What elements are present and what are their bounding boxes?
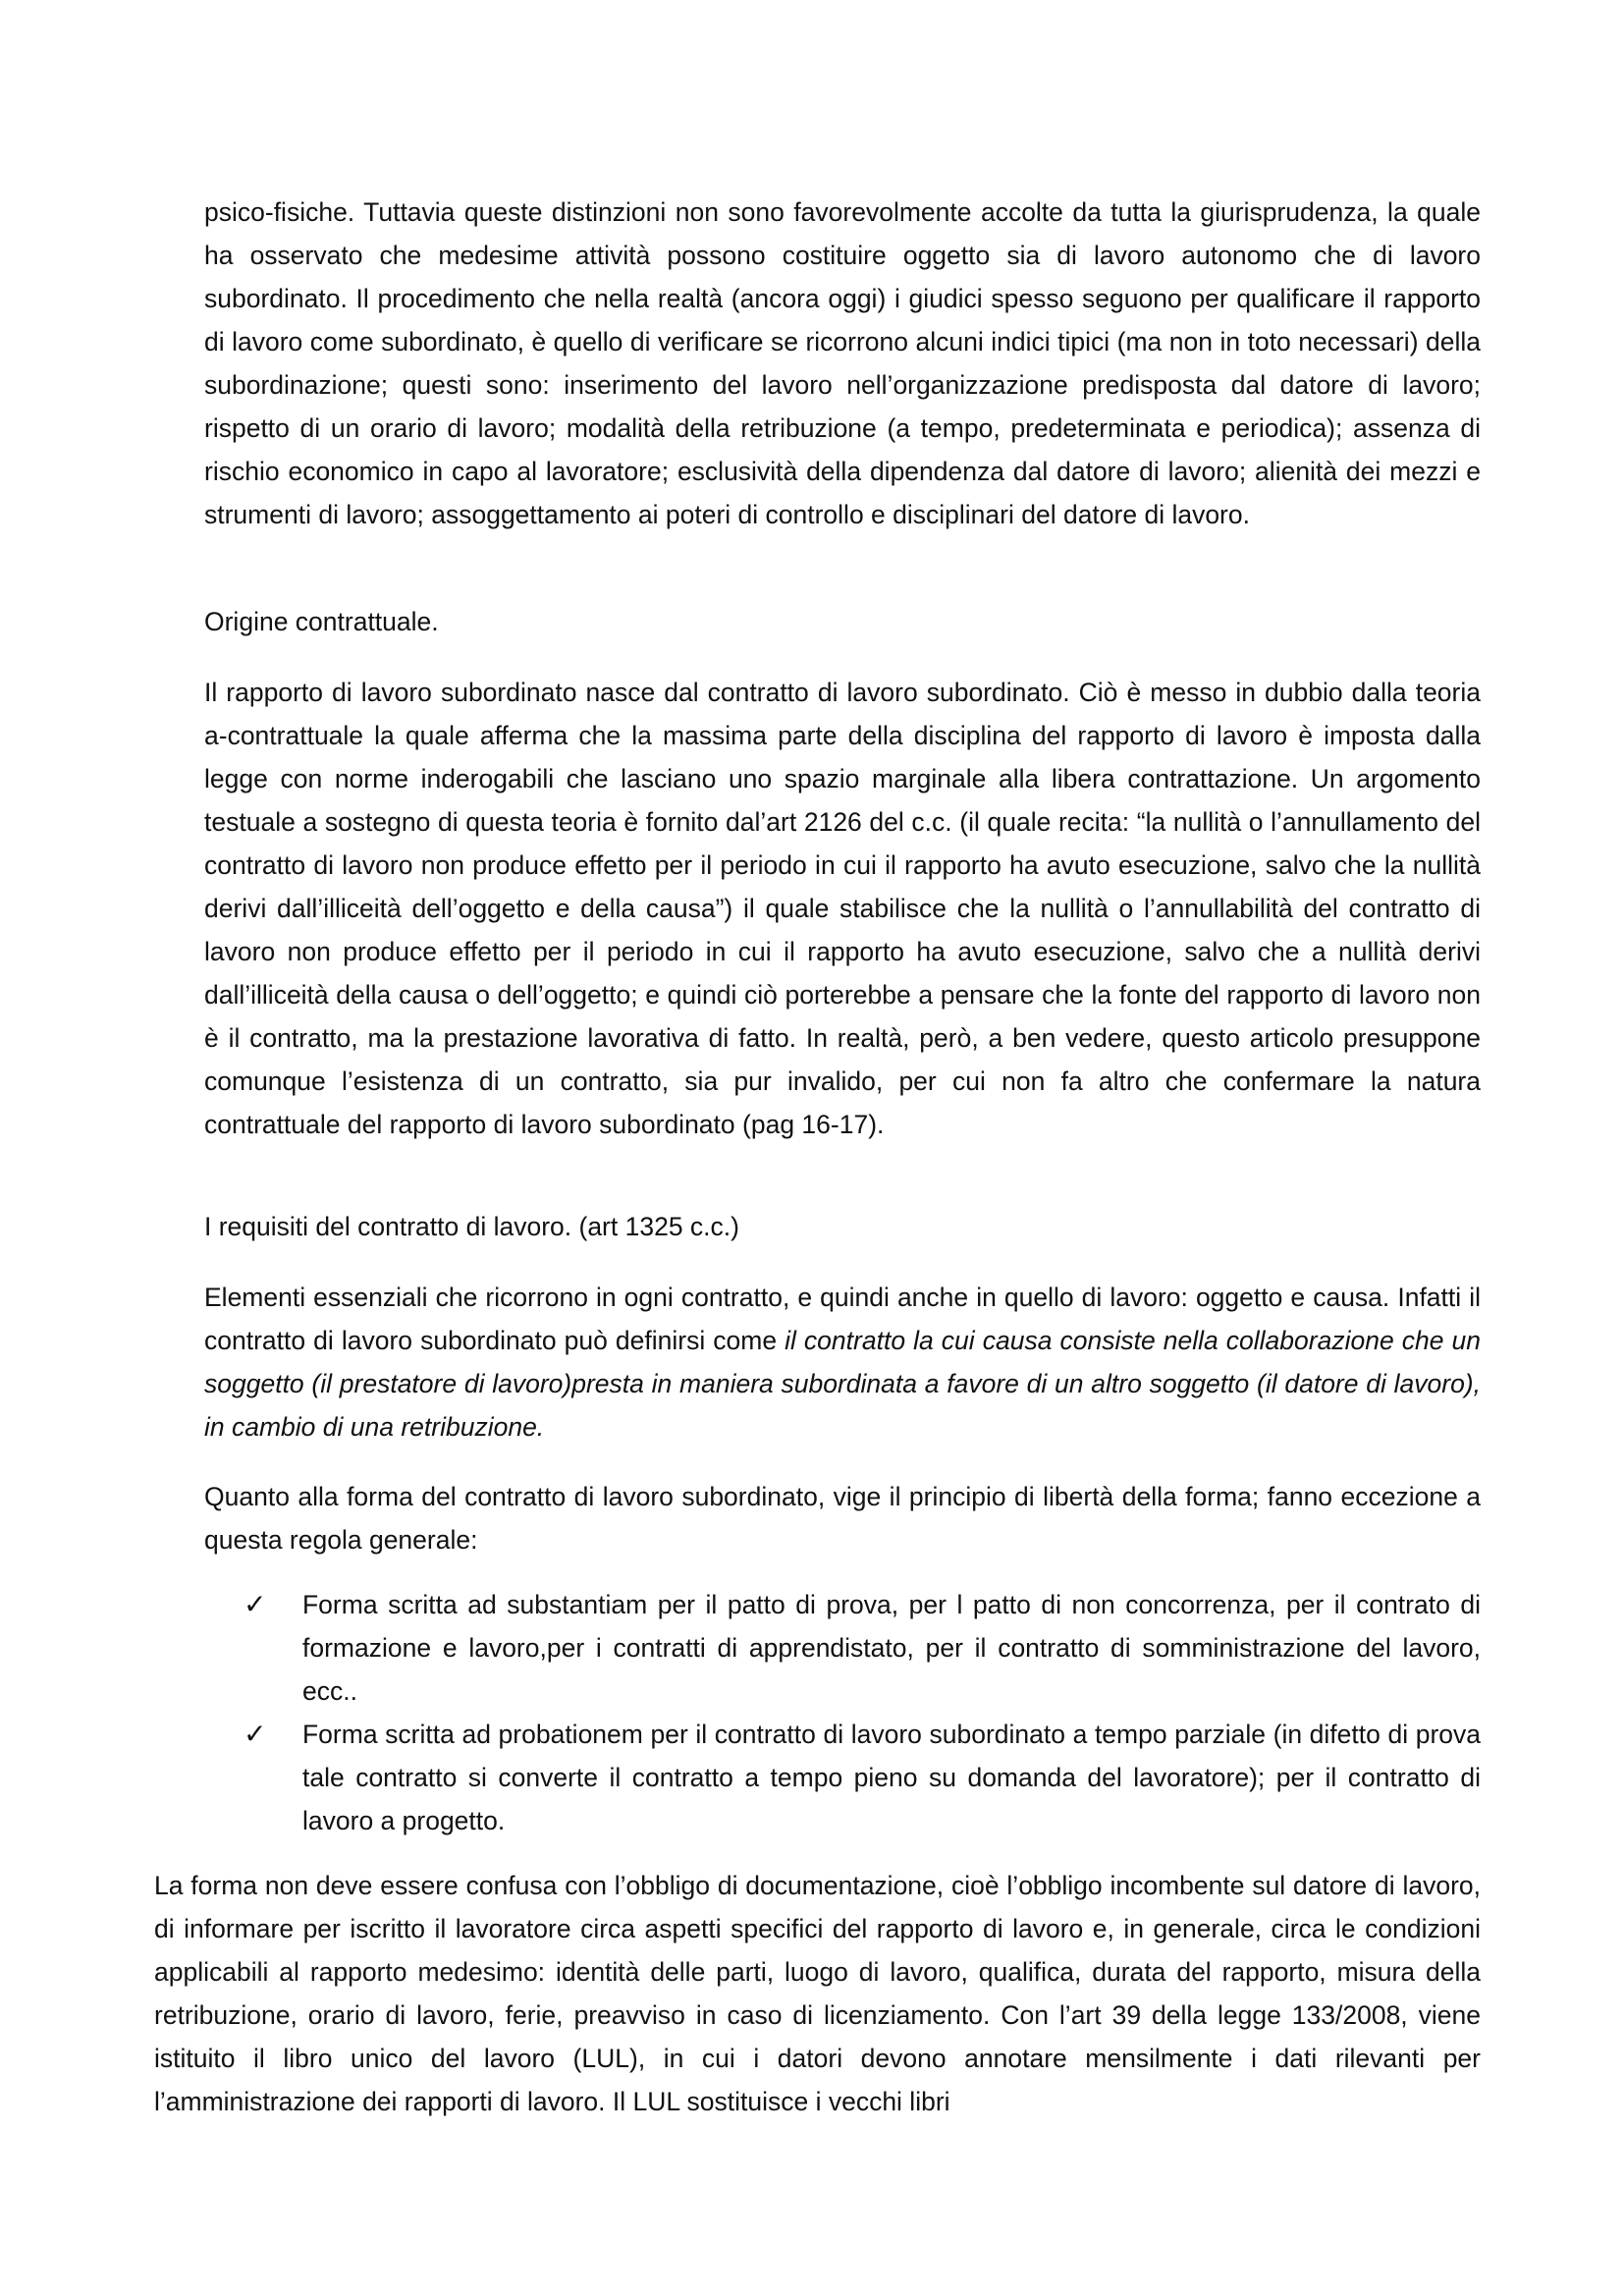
paragraph-elementi-text: Elementi essenziali che ricorrono in ogni contratto, e quindi anche in quello di lavoro: oggetto e causa. Infatti il contratto di lavoro subordinato può definirsi come <box>204 1283 1481 1355</box>
heading-origine-contrattuale: Origine contrattuale. <box>204 607 439 636</box>
forma-list <box>204 1583 1481 1842</box>
heading-requisiti-contratto: I requisiti del contratto di lavoro. (art 1325 c.c.) <box>204 1212 739 1241</box>
paragraph-forma-contratto: Quanto alla forma del contratto di lavoro subordinato, vige il principio di libertà della forma; fanno eccezione a questa regola generale: <box>204 1482 1481 1555</box>
paragraph-origine-contrattuale: Il rapporto di lavoro subordinato nasce dal contratto di lavoro subordinato. Ciò è messo in dubbio dalla teoria a-contrattuale la quale afferma che la massima parte della disciplina del rapporto di lavoro è imposta dalla legge con norme inderogabili che lasciano uno spazio marginale alla libera contrattazione. Un argomento testuale a sostegno di questa teoria è fornito dal’art 2126 del c.c. (il quale recita: “la nullità o l’annullamento del contratto di lavoro non produce effetto per il periodo in cui il rapporto ha avuto esecuzione, salvo che la nullità derivi dall’illiceità dell’oggetto e della causa”) il quale stabilisce che la nullità o l’annullabilità del contratto di lavoro non produce effetto per il periodo in cui il rapporto ha avuto esecuzione, salvo che a nullità derivi dall’illiceità della causa o dell’oggetto; e quindi ciò porterebbe a pensare che la fonte del rapporto di lavoro non è il contratto, ma la prestazione lavorativa di fatto. In realtà, però, a ben vedere, questo articolo presuppone comunque l’esistenza di un contratto, sia pur invalido, per cui non fa altro che confermare la natura contrattuale del rapporto di lavoro subordinato (pag 16-17). <box>204 678 1481 1139</box>
paragraph-obbligo-documentazione: La forma non deve essere confusa con l’obbligo di documentazione, cioè l’obbligo incombente sul datore di lavoro, di informare per iscritto il lavoratore circa aspetti specifici del rapporto di lavoro e, in generale, circa le condizioni applicabili al rapporto medesimo: identità delle parti, luogo di lavoro, qualifica, durata del rapporto, misura della retribuzione, orario di lavoro, ferie, preavviso in caso di licenziamento. Con l’art 39 della legge 133/2008, viene istituito il libro unico del lavoro (LUL), in cui i datori devono annotare mensilmente i dati rilevanti per l’amministrazione dei rapporti di lavoro. Il LUL sostituisce i vecchi libri <box>154 1871 1481 2116</box>
list-item <box>204 1583 1481 1713</box>
definition-italic: il contratto la cui causa consiste nella collaborazione che un soggetto (il prestatore di lavoro)presta in maniera subordinata a favore di un altro soggetto (il datore di lavoro), in cambio di una retribuzione. <box>204 1326 1481 1442</box>
list-item-text: Forma scritta ad substantiam per il patto di prova, per l patto di non concorrenza, per il contrato di formazione e lavoro,per i contratti di apprendistato, per il contratto di somministrazione del lavoro, ecc.. <box>302 1590 1481 1706</box>
paragraph-elementi-essenziali <box>204 1276 1481 1449</box>
list-item-text: Forma scritta ad probationem per il contratto di lavoro subordinato a tempo parziale (in difetto di prova tale contratto si converte il contratto a tempo pieno su domanda del lavoratore); per il contratto di lavoro a progetto. <box>302 1720 1481 1835</box>
paragraph-indici-subordinazione: psico-fisiche. Tuttavia queste distinzioni non sono favorevolmente accolte da tutta la giurisprudenza, la quale ha osservato che medesime attività possono costituire oggetto sia di lavoro autonomo che di lavoro subordinato. Il procedimento che nella realtà (ancora oggi) i giudici spesso seguono per qualificare il rapporto di lavoro come subordinato, è quello di verificare se ricorrono alcuni indici tipici (ma non in toto necessari) della subordinazione; questi sono: inserimento del lavoro nell’organizzazione predisposta dal datore di lavoro; rispetto di un orario di lavoro; modalità della retribuzione (a tempo, predeterminata e periodica); assenza di rischio economico in capo al lavoratore; esclusività della dipendenza dal datore di lavoro; alienità dei mezzi e strumenti di lavoro; assoggettamento ai poteri di controllo e disciplinari del datore di lavoro. <box>204 197 1481 529</box>
check-icon: ✓ <box>244 1718 267 1750</box>
check-icon: ✓ <box>244 1588 267 1620</box>
list-item <box>204 1713 1481 1842</box>
